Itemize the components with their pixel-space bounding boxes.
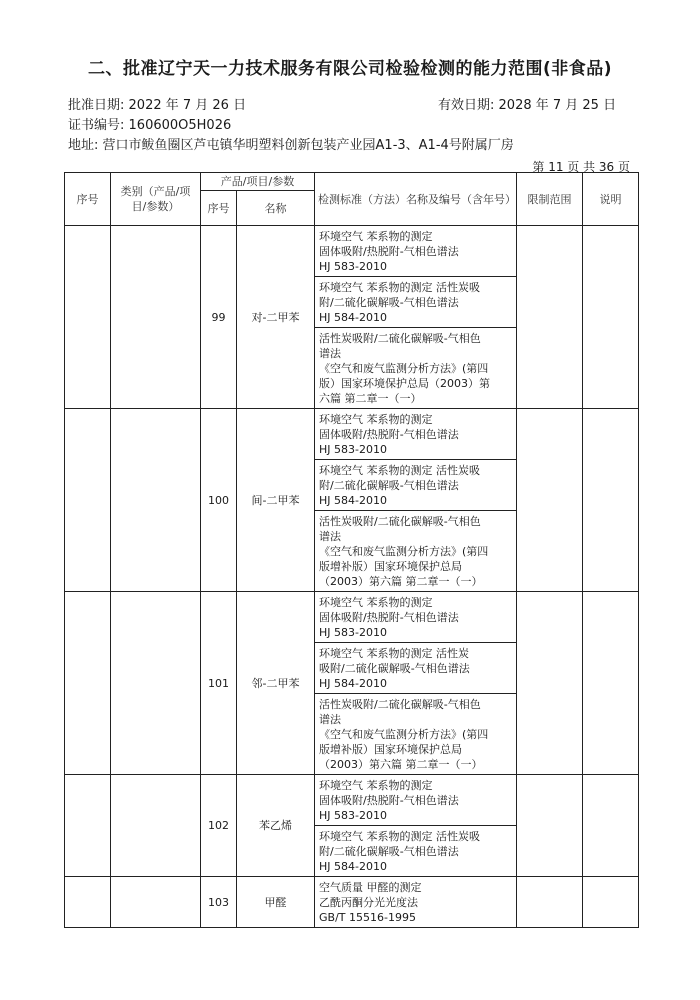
standard-line: 环境空气 苯系物的测定 [319,230,433,243]
standard-line: 版增补版）国家环境保护总局 [319,560,463,573]
standard-line: 六篇 第二章一（一） [319,392,422,405]
category-cell [111,409,201,592]
standard-line: 《空气和废气监测分析方法》(第四 [319,728,489,741]
address-value: 营口市鲅鱼圈区芦屯镇华明塑料创新包装产业园A1-3、A1-4号附属厂房 [102,138,514,153]
header-note: 说明 [583,173,639,226]
header-category: 类别（产品/项目/参数） [111,173,201,226]
standard-line: 附/二硫化碳解吸-气相色谱法 [319,296,459,309]
approval-date-label: 批准日期: [68,98,125,113]
limit-cell [517,409,583,592]
standard-line: 环境空气 苯系物的测定 [319,779,433,792]
header-param-name: 名称 [237,191,315,226]
table-body [65,226,639,928]
header-param-seq: 序号 [201,191,237,226]
param-name-cell: 甲醛 [237,877,315,928]
standard-cell [315,511,517,592]
standard-line: 环境空气 苯系物的测定 [319,596,433,609]
param-name-cell: 间-二甲苯 [237,409,315,592]
standard-cell [315,460,517,511]
standard-line: 环境空气 苯系物的测定 活性炭吸 [319,464,481,477]
standard-cell [315,409,517,460]
standard-line: HJ 584-2010 [319,860,387,873]
param-name-cell: 苯乙烯 [237,775,315,877]
standard-line: 固体吸附/热脱附-气相色谱法 [319,245,459,258]
standard-line: 固体吸附/热脱附-气相色谱法 [319,611,459,624]
standard-line: 固体吸附/热脱附-气相色谱法 [319,428,459,441]
standard-line: 环境空气 苯系物的测定 活性炭 [319,647,470,660]
limit-cell [517,592,583,775]
valid-date-value: 2028 年 7 月 25 日 [498,98,617,113]
standard-line: 《空气和废气监测分析方法》(第四 [319,362,489,375]
param-seq-cell: 99 [201,226,237,409]
standard-cell [315,775,517,826]
approval-date-value: 2022 年 7 月 26 日 [128,98,247,113]
note-cell [583,592,639,775]
seq-cell [65,226,111,409]
category-cell [111,877,201,928]
standard-line: 活性炭吸附/二硫化碳解吸-气相色 [319,332,481,345]
standard-line: HJ 583-2010 [319,260,387,273]
seq-cell [65,409,111,592]
standard-line: 环境空气 苯系物的测定 活性炭吸 [319,830,481,843]
table-row [65,409,639,460]
header-param-group: 产品/项目/参数 [201,173,315,191]
standard-cell [315,592,517,643]
cert-number-value: 160600O5H026 [128,118,232,133]
standard-line: HJ 583-2010 [319,809,387,822]
standard-cell [315,877,517,928]
param-name-cell: 邻-二甲苯 [237,592,315,775]
note-cell [583,775,639,877]
capability-table [64,172,639,928]
header-standard: 检测标准（方法）名称及编号（含年号） [315,173,517,226]
seq-cell [65,877,111,928]
page-info: 第 11 页 共 36 页 [532,160,630,174]
param-seq-cell: 101 [201,592,237,775]
standard-line: 活性炭吸附/二硫化碳解吸-气相色 [319,698,481,711]
valid-date [438,94,616,113]
category-cell [111,226,201,409]
standard-line: 谱法 [319,530,342,543]
standard-line: 环境空气 苯系物的测定 [319,413,433,426]
standard-cell [315,277,517,328]
note-cell [583,409,639,592]
address [68,134,514,153]
standard-line: GB/T 15516-1995 [319,911,416,924]
standard-line: 乙酰丙酮分光光度法 [319,896,419,909]
param-seq-cell: 100 [201,409,237,592]
note-cell [583,877,639,928]
limit-cell [517,226,583,409]
table-row [65,775,639,826]
cert-number [68,114,231,133]
standard-line: 版）国家环境保护总局（2003）第 [319,377,491,390]
standard-line: 固体吸附/热脱附-气相色谱法 [319,794,459,807]
standard-cell [315,226,517,277]
standard-line: HJ 583-2010 [319,626,387,639]
standard-line: HJ 584-2010 [319,677,387,690]
category-cell [111,775,201,877]
table-row [65,226,639,277]
approval-date [68,94,246,113]
standard-line: 附/二硫化碳解吸-气相色谱法 [319,479,459,492]
document-title: 二、批准辽宁天一力技术服务有限公司检验检测的能力范围(非食品) [87,59,613,79]
standard-cell [315,643,517,694]
standard-line: HJ 584-2010 [319,311,387,324]
param-name-cell: 对-二甲苯 [237,226,315,409]
limit-cell [517,877,583,928]
standard-line: 空气质量 甲醛的测定 [319,881,422,894]
header-seq: 序号 [65,173,111,226]
standard-line: 活性炭吸附/二硫化碳解吸-气相色 [319,515,481,528]
standard-line: HJ 583-2010 [319,443,387,456]
table-row [65,592,639,643]
standard-line: 附/二硫化碳解吸-气相色谱法 [319,845,459,858]
standard-line: HJ 584-2010 [319,494,387,507]
limit-cell [517,775,583,877]
standard-line: 谱法 [319,713,342,726]
seq-cell [65,592,111,775]
seq-cell [65,775,111,877]
standard-line: 版增补版）国家环境保护总局 [319,743,463,756]
standard-line: 《空气和废气监测分析方法》(第四 [319,545,489,558]
valid-date-label: 有效日期: [438,98,495,113]
standard-line: 环境空气 苯系物的测定 活性炭吸 [319,281,481,294]
standard-cell [315,826,517,877]
standard-cell [315,694,517,775]
standard-line: 吸附/二硫化碳解吸-气相色谱法 [319,662,470,675]
address-label: 地址: [68,138,99,153]
cert-number-label: 证书编号: [68,118,125,133]
table-row [65,877,639,928]
standard-line: （2003）第六篇 第二章一（一） [319,758,483,771]
param-seq-cell: 103 [201,877,237,928]
category-cell [111,592,201,775]
note-cell [583,226,639,409]
standard-cell [315,328,517,409]
standard-line: 谱法 [319,347,342,360]
header-limit: 限制范围 [517,173,583,226]
standard-line: （2003）第六篇 第二章一（一） [319,575,483,588]
param-seq-cell: 102 [201,775,237,877]
